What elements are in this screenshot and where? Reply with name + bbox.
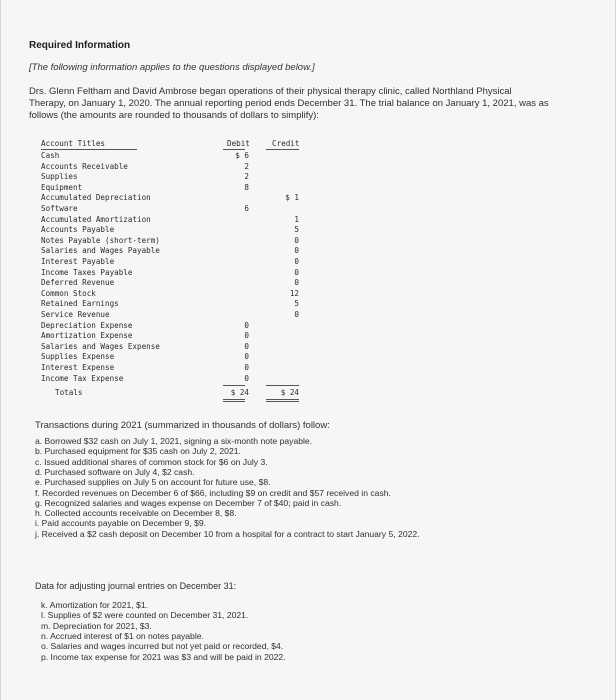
adjusting-item: m. Depreciation for 2021, $3.: [41, 620, 152, 631]
debit-header: Debit: [227, 139, 250, 148]
trial-balance-row: [41, 151, 301, 161]
account-title: Accumulated Amortization: [41, 214, 151, 224]
account-title: Supplies Expense: [41, 352, 115, 362]
trial-balance-row: [41, 289, 301, 299]
credit-double-rule: [266, 399, 299, 402]
trial-balance-row: [41, 257, 301, 267]
transaction-item: f. Recorded revenues on December 6 of $66, including $9 on credit and $57 received in cash.: [35, 487, 391, 498]
trial-balance-row: [41, 268, 301, 278]
adjusting-item: k. Amortization for 2021, $1.: [41, 600, 149, 610]
trial-balance-header: [41, 139, 301, 149]
debit-amount: 2: [244, 172, 249, 182]
account-title: Supplies: [41, 172, 78, 182]
account-title: Deferred Revenue: [41, 278, 115, 288]
debit-amount: 0: [244, 373, 249, 383]
debit-amount: $ 6: [235, 151, 249, 160]
header-underline-account: [41, 149, 137, 150]
account-title: Interest Expense: [41, 363, 115, 372]
account-title: Salaries and Wages Expense: [41, 341, 160, 351]
trial-balance-row: [41, 331, 301, 341]
credit-amount: 12: [289, 288, 299, 298]
credit-total-rule: [266, 385, 299, 386]
intro-note: [The following information applies to the questions displayed below.]: [29, 62, 315, 73]
trial-balance-row: [41, 193, 301, 203]
debit-amount: 0: [244, 331, 249, 341]
trial-balance-row: [41, 204, 301, 214]
debit-total-rule: [223, 385, 245, 386]
account-title: Common Stock: [41, 288, 96, 298]
trial-balance-row: [41, 225, 301, 235]
totals-label: Totals: [55, 388, 83, 398]
account-title: Interest Payable: [41, 257, 115, 266]
debit-amount: 2: [244, 161, 249, 171]
account-title: Cash: [41, 151, 60, 160]
trial-balance-row: [41, 162, 301, 172]
problem-intro: [29, 86, 616, 122]
account-title: Accumulated Depreciation: [41, 193, 151, 203]
transaction-item: b. Purchased equipment for $35 cash on July 2, 2021.: [35, 446, 241, 457]
totals-row: [41, 388, 301, 398]
adjusting-item: n. Accrued interest of $1 on notes payable.: [41, 630, 204, 641]
credit-amount: $ 1: [285, 193, 299, 203]
intro-line: Drs. Glenn Feltham and David Ambrose began operations of their physical therapy clinic, called Northland Physical: [29, 86, 512, 97]
debit-amount: 0: [244, 320, 249, 330]
account-title: Software: [41, 204, 78, 213]
transaction-item: d. Purchased software on July 4, $2 cash.: [35, 466, 195, 477]
credit-amount: 5: [294, 225, 299, 235]
debit-amount: 0: [244, 341, 249, 351]
trial-balance-row: [41, 246, 301, 256]
trial-balance-row: [41, 236, 301, 246]
credit-header: Credit: [272, 139, 300, 148]
credit-amount: 5: [294, 299, 299, 309]
trial-balance-row: [41, 363, 301, 373]
account-title: Amortization Expense: [41, 331, 133, 341]
account-title: Income Taxes Payable: [41, 267, 133, 277]
adjusting-item: p. Income tax expense for 2021 was $3 and will be paid in 2022.: [41, 651, 286, 662]
transaction-item: c. Issued additional shares of common stock for $6 on July 3.: [35, 456, 268, 467]
adjusting-intro: Data for adjusting journal entries on December 31:: [35, 581, 237, 591]
trial-balance-row: [41, 278, 301, 288]
credit-amount: 0: [294, 278, 299, 288]
intro-line: follows (the amounts are rounded to thousands of dollars to simplify):: [29, 110, 319, 121]
trial-balance-row: [41, 374, 301, 384]
transaction-item: g. Recognized salaries and wages expense on December 7 of $40; paid in cash.: [35, 497, 342, 508]
intro-line: Therapy, on January 1, 2020. The annual reporting period ends December 31. The trial balance on January 1, 2021, was as: [29, 98, 549, 109]
transaction-item: j. Received a $2 cash deposit on December 10 from a hospital for a contract to start January 5, 2022.: [35, 528, 420, 539]
debit-double-rule: [223, 399, 245, 402]
credit-amount: 0: [294, 257, 299, 266]
account-title: Notes Payable (short-term): [41, 235, 160, 245]
debit-total: $ 24: [230, 388, 249, 398]
trial-balance-row: [41, 321, 301, 331]
account-title: Accounts Payable: [41, 225, 115, 235]
trial-balance-row: [41, 310, 301, 320]
credit-amount: 0: [294, 235, 299, 245]
transaction-item: e. Purchased supplies on July 5 on account for future use, $8.: [35, 477, 271, 488]
debit-amount: 8: [244, 182, 249, 192]
account-title: Accounts Receivable: [41, 161, 128, 171]
debit-amount: 0: [244, 352, 249, 362]
trial-balance-row: [41, 352, 301, 362]
trial-balance-row: [41, 172, 301, 182]
account-title: Equipment: [41, 182, 83, 192]
credit-amount: 0: [294, 246, 299, 256]
credit-amount: 1: [294, 214, 299, 224]
header-underline-debit: [223, 149, 245, 150]
debit-amount: 0: [244, 363, 249, 372]
account-title: Retained Earnings: [41, 299, 119, 309]
header-underline-credit: [266, 149, 299, 150]
credit-total: $ 24: [280, 388, 299, 398]
account-title: Salaries and Wages Payable: [41, 246, 160, 256]
transaction-item: i. Paid accounts payable on December 9, $9.: [35, 518, 207, 529]
account-title: Income Tax Expense: [41, 373, 124, 383]
credit-amount: 0: [294, 267, 299, 277]
adjusting-item: o. Salaries and wages incurred but not yet paid or recorded, $4.: [41, 641, 284, 652]
section-heading: Required Information: [29, 40, 131, 51]
account-titles-header: Account Titles: [41, 139, 106, 148]
transactions-intro: Transactions during 2021 (summarized in thousands of dollars) follow:: [35, 420, 330, 431]
credit-amount: 0: [294, 310, 299, 319]
transaction-item: h. Collected accounts receivable on December 8, $8.: [35, 508, 237, 519]
trial-balance-row: [41, 215, 301, 225]
transaction-item: a. Borrowed $32 cash on July 1, 2021, signing a six-month note payable.: [35, 436, 313, 446]
trial-balance-row: [41, 342, 301, 352]
adjusting-item: l. Supplies of $2 were counted on December 31, 2021.: [41, 610, 249, 621]
trial-balance-row: [41, 183, 301, 193]
account-title: Depreciation Expense: [41, 320, 133, 330]
account-title: Service Revenue: [41, 310, 110, 319]
trial-balance-row: [41, 299, 301, 309]
debit-amount: 6: [244, 204, 249, 213]
